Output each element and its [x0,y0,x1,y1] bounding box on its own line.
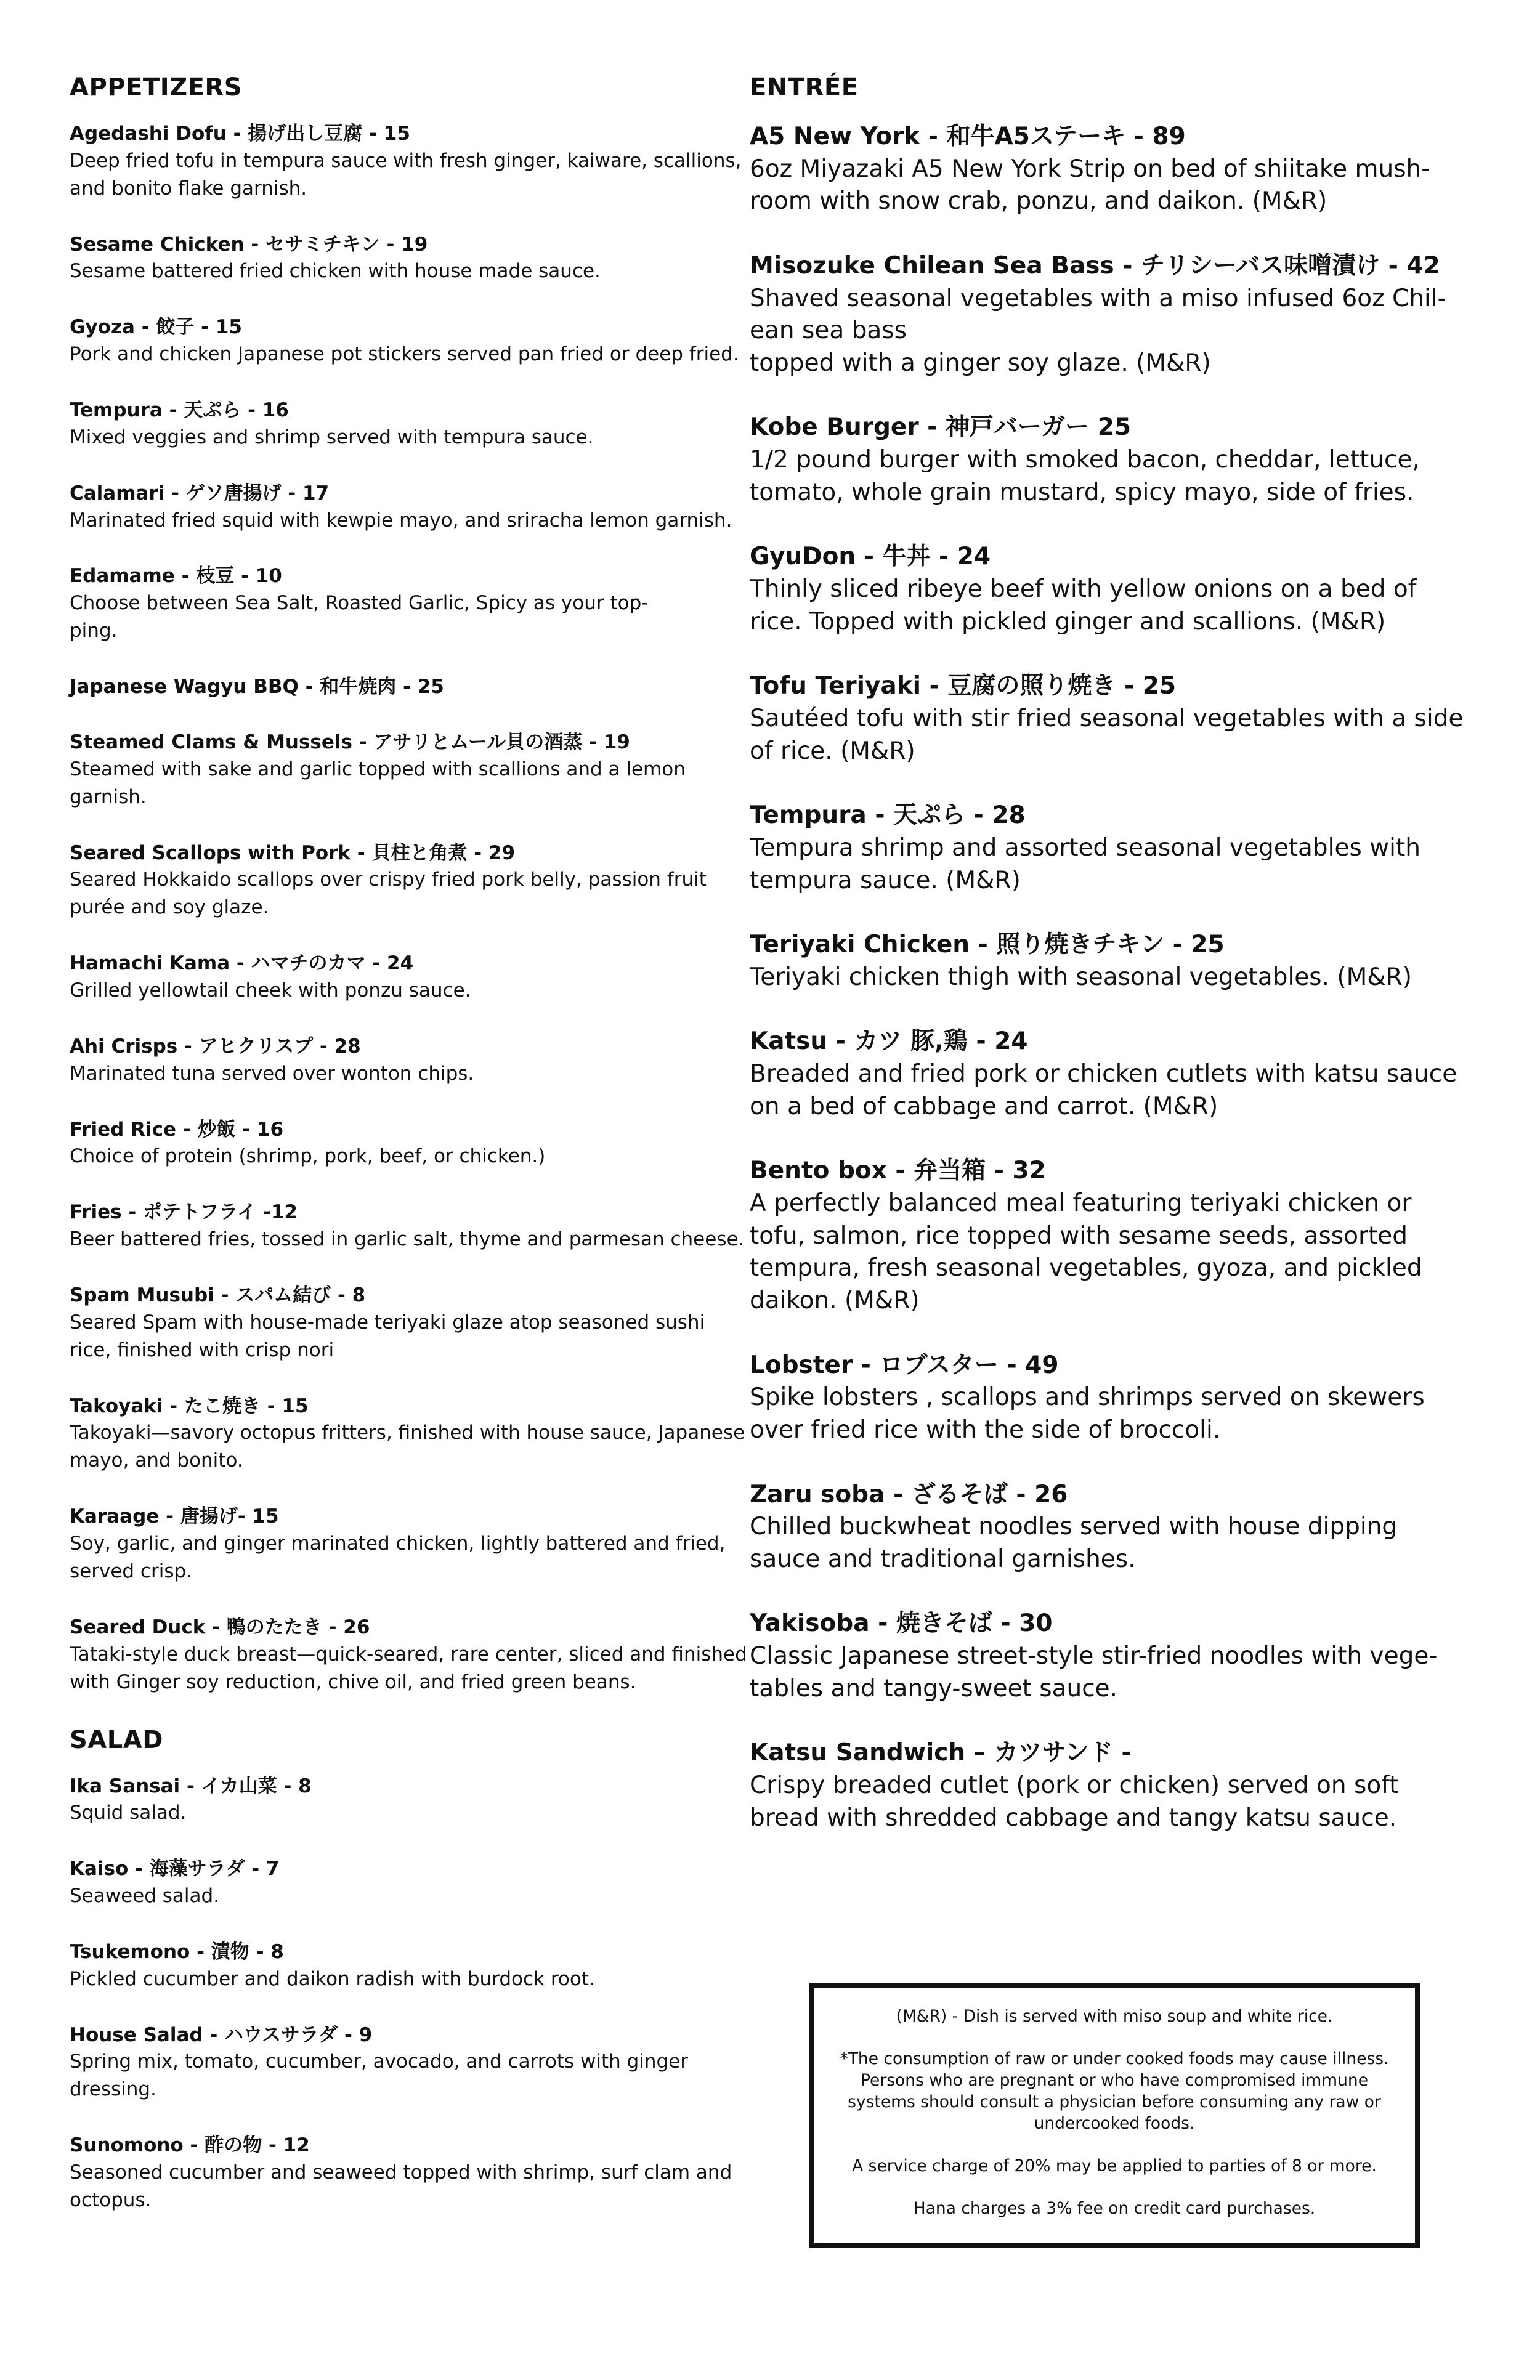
menu-item-description: Sesame battered fried chicken with house made sauce. [70,260,601,283]
notice-service-charge: A service charge of 20% may be applied to parties of 8 or more. [852,2156,1377,2176]
menu-item [750,670,1470,767]
menu-item [750,1350,1470,1447]
menu-item-description: Sautéed tofu with stir fried seasonal vegetables with a side of rice. (M&R) [750,704,1464,765]
menu-item-title: Yakisoba - 焼きそば - 30 [750,1609,1053,1638]
menu-item-description: Teriyaki chicken thigh with seasonal vegetables. (M&R) [750,963,1412,991]
menu-item [750,929,1470,994]
menu-item-description: Takoyaki—savory octopus fritters, finished with house sauce, Japanese mayo, and bonito. [70,1422,745,1472]
section-heading-salad: SALAD [70,1725,163,1754]
menu-item [70,950,747,1005]
left-column [70,73,747,2243]
menu-item-title: Seared Duck - 鴨のたたき - 26 [70,1616,370,1638]
menu-item [70,1199,747,1253]
menu-item-title: Sesame Chicken - セサミチキン - 19 [70,233,428,256]
menu-item [70,480,747,535]
menu-item [70,397,747,451]
menu-item-title: Fried Rice - 炒飯 - 16 [70,1118,284,1141]
menu-item-title: Seared Scallops with Pork - 貝柱と角煮 - 29 [70,841,516,864]
menu-item [750,1737,1470,1834]
menu-item-title: Spam Musubi - スパム結び - 8 [70,1284,366,1306]
menu-item-description: Soy, garlic, and ginger marinated chicken, lightly battered and fried, served crisp. [70,1532,726,1582]
menu-item [70,1034,747,1088]
menu-item-description: Tataki-style duck breast—quick-seared, rare center, sliced and finished with Ginger soy reduction, chive oil, and fried green beans. [70,1643,747,1693]
menu-item-description: Marinated fried squid with kewpie mayo, and sriracha lemon garnish. [70,509,732,532]
menu-item-description: A perfectly balanced meal featuring teriyaki chicken or tofu, salmon, rice topped with sesame seeds, assorted tempura, fresh seasonal vegetables, gyoza, and pickled daikon. (M&R) [750,1189,1422,1314]
notice-raw-food-warning: *The consumption of raw or under cooked foods may cause illness. Persons who are pregnant or who have compromised immune systems should consult a physician before consuming any raw or undercooked foods. [840,2049,1389,2133]
menu-item [70,563,747,645]
menu-item [70,1504,747,1585]
menu-item [70,2022,747,2104]
menu-item-description: Beer battered fries, tossed in garlic salt, thyme and parmesan cheese. [70,1228,745,1251]
menu-item-description: Seared Hokkaido scallops over crispy fried pork belly, passion fruit purée and soy glaze. [70,868,707,919]
menu-item-title: Lobster - ロブスター - 49 [750,1351,1059,1379]
menu-item-description: Seared Spam with house-made teriyaki glaze atop seasoned sushi rice, finished with crisp nori [70,1311,705,1361]
menu-item [70,840,747,922]
menu-item-title: House Salad - ハウスサラダ - 9 [70,2023,373,2046]
menu-item [70,1939,747,1993]
menu-item [70,1117,747,1171]
menu-item [750,121,1470,218]
menu-item-description: Breaded and fried pork or chicken cutlets with katsu sauce on a bed of cabbage and carrot. (M&R) [750,1060,1457,1120]
menu-item-description: Steamed with sake and garlic topped with scallions and a lemon garnish. [70,758,686,808]
menu-item-description: Grilled yellowtail cheek with ponzu sauce. [70,979,471,1002]
menu-item [70,729,747,811]
menu-item-title: A5 New York - 和牛A5ステーキ - 89 [750,123,1186,150]
menu-item-title: Zaru soba - ざるそば - 26 [750,1480,1068,1508]
menu-item-description: Spring mix, tomato, cucumber, avocado, and carrots with ginger dressing. [70,2050,689,2101]
menu-item-description: Tempura shrimp and assorted seasonal vegetables with tempura sauce. (M&R) [750,833,1420,894]
notice-mr-explanation: (M&R) - Dish is served with miso soup and white rice. [896,2007,1333,2026]
menu-item [70,232,747,286]
menu-item-description: Thinly sliced ribeye beef with yellow onions on a bed of rice. Topped with pickled ginger and scallions. (M&R) [750,575,1417,636]
menu-item-description: Mixed veggies and shrimp served with tempura sauce. [70,426,594,448]
menu-item-title: Katsu - カツ 豚,鶏 - 24 [750,1027,1028,1056]
appetizers-list [70,121,747,1696]
menu-item-title: Takoyaki - たこ焼き - 15 [70,1394,309,1417]
menu-item-title: Steamed Clams & Mussels - アサリとムール貝の酒蒸 - 19 [70,731,630,753]
menu-item-title: Edamame - 枝豆 - 10 [70,565,282,588]
salad-list [70,1773,747,2214]
menu-item [70,121,747,203]
right-column [750,73,1470,1866]
menu-item [750,1155,1470,1317]
menu-item-description: Crispy breaded cutlet (pork or chicken) served on soft bread with shredded cabbage and tangy katsu sauce. [750,1771,1399,1832]
menu-item-description: 1/2 pound burger with smoked bacon, cheddar, lettuce, tomato, whole grain mustard, spicy mayo, side of fries. [750,446,1420,506]
menu-item-title: Bento box - 弁当箱 - 32 [750,1157,1046,1185]
section-heading-entree: ENTRÉE [750,73,859,102]
menu-item-title: GyuDon - 牛丼 - 24 [750,543,991,571]
menu-item-title: Karaage - 唐揚げ- 15 [70,1505,279,1528]
menu-item-description: Classic Japanese street-style stir-fried noodles with vege- tables and tangy-sweet sauce. [750,1642,1438,1702]
menu-item-description: Seaweed salad. [70,1884,220,1907]
menu-item-title: Hamachi Kama - ハマチのカマ - 24 [70,952,414,975]
menu-item-description: Deep fried tofu in tempura sauce with fresh ginger, kaiware, scallions, and bonito flake garnish. [70,149,742,200]
entree-list [750,121,1470,1834]
menu-item [750,1608,1470,1705]
menu-item [70,314,747,368]
menu-item [70,1393,747,1475]
menu-item-title: Japanese Wagyu BBQ - 和牛焼肉 - 25 [70,676,444,698]
menu-item [750,250,1470,380]
menu-item-title: Teriyaki Chicken - 照り焼きチキン - 25 [750,931,1225,959]
menu-item [70,674,747,700]
menu-item-description: Spike lobsters , scallops and shrimps served on skewers over fried rice with the side of broccoli. [750,1383,1425,1444]
menu-item-description: Pickled cucumber and daikon radish with burdock root. [70,1967,595,1990]
menu-item-description: 6oz Miyazaki A5 New York Strip on bed of shiitake mush- room with snow crab, ponzu, and daikon. (M&R) [750,155,1430,216]
notice-card-fee: Hana charges a 3% fee on credit card purchases. [913,2198,1316,2218]
menu-item-title: Fries - ポテトフライ -12 [70,1201,298,1224]
menu-item-description: Squid salad. [70,1802,187,1824]
menu-item-title: Agedashi Dofu - 揚げ出し豆腐 - 15 [70,123,410,145]
menu-item-description: Marinated tuna served over wonton chips. [70,1062,474,1085]
menu-item-title: Tsukemono - 漬物 - 8 [70,1940,284,1963]
menu-item-title: Tempura - 天ぷら - 28 [750,801,1026,830]
menu-item [750,1026,1470,1123]
section-heading-appetizers: APPETIZERS [70,73,243,102]
menu-item [750,541,1470,638]
menu-item-title: Sunomono - 酢の物 - 12 [70,2134,310,2157]
menu-item [70,1856,747,1910]
menu-item-title: Katsu Sandwich – カツサンド - [750,1739,1132,1767]
menu-item [70,1282,747,1364]
menu-item [70,1773,747,1827]
menu-item-description: Seasoned cucumber and seaweed topped with shrimp, surf clam and octopus. [70,2161,732,2211]
menu-item-title: Kobe Burger - 神戸バーガー 25 [750,413,1132,442]
menu-item-title: Tempura - 天ぷら - 16 [70,399,289,422]
menu-item-title: Calamari - ゲソ唐揚げ - 17 [70,482,330,504]
menu-item [750,1479,1470,1576]
menu-item-title: Ahi Crisps - アヒクリスプ - 28 [70,1035,361,1058]
menu-item-description: Choose between Sea Salt, Roasted Garlic, Spicy as your top- ping. [70,592,649,642]
menu-item [70,1614,747,1696]
menu-item-description: Choice of protein (shrimp, pork, beef, or chicken.) [70,1145,546,1168]
notice-box [809,1983,1420,2248]
menu-item-description: Shaved seasonal vegetables with a miso infused 6oz Chil- ean sea bass topped with a ginger soy glaze. (M&R) [750,284,1446,377]
menu-item-title: Ika Sansai - イカ山菜 - 8 [70,1775,312,1797]
menu-item-title: Kaiso - 海藻サラダ - 7 [70,1858,280,1880]
menu-item-title: Misozuke Chilean Sea Bass - チリシーバス味噌漬け - 42 [750,251,1440,280]
menu-item [750,411,1470,509]
menu-item [750,799,1470,897]
menu-item-description: Pork and chicken Japanese pot stickers served pan fried or deep fried. [70,343,739,366]
menu-item-title: Tofu Teriyaki - 豆腐の照り焼き - 25 [750,672,1177,700]
menu-item [70,2132,747,2214]
menu-item-description: Chilled buckwheat noodles served with house dipping sauce and traditional garnishes. [750,1513,1398,1573]
menu-item-title: Gyoza - 餃子 - 15 [70,316,242,339]
